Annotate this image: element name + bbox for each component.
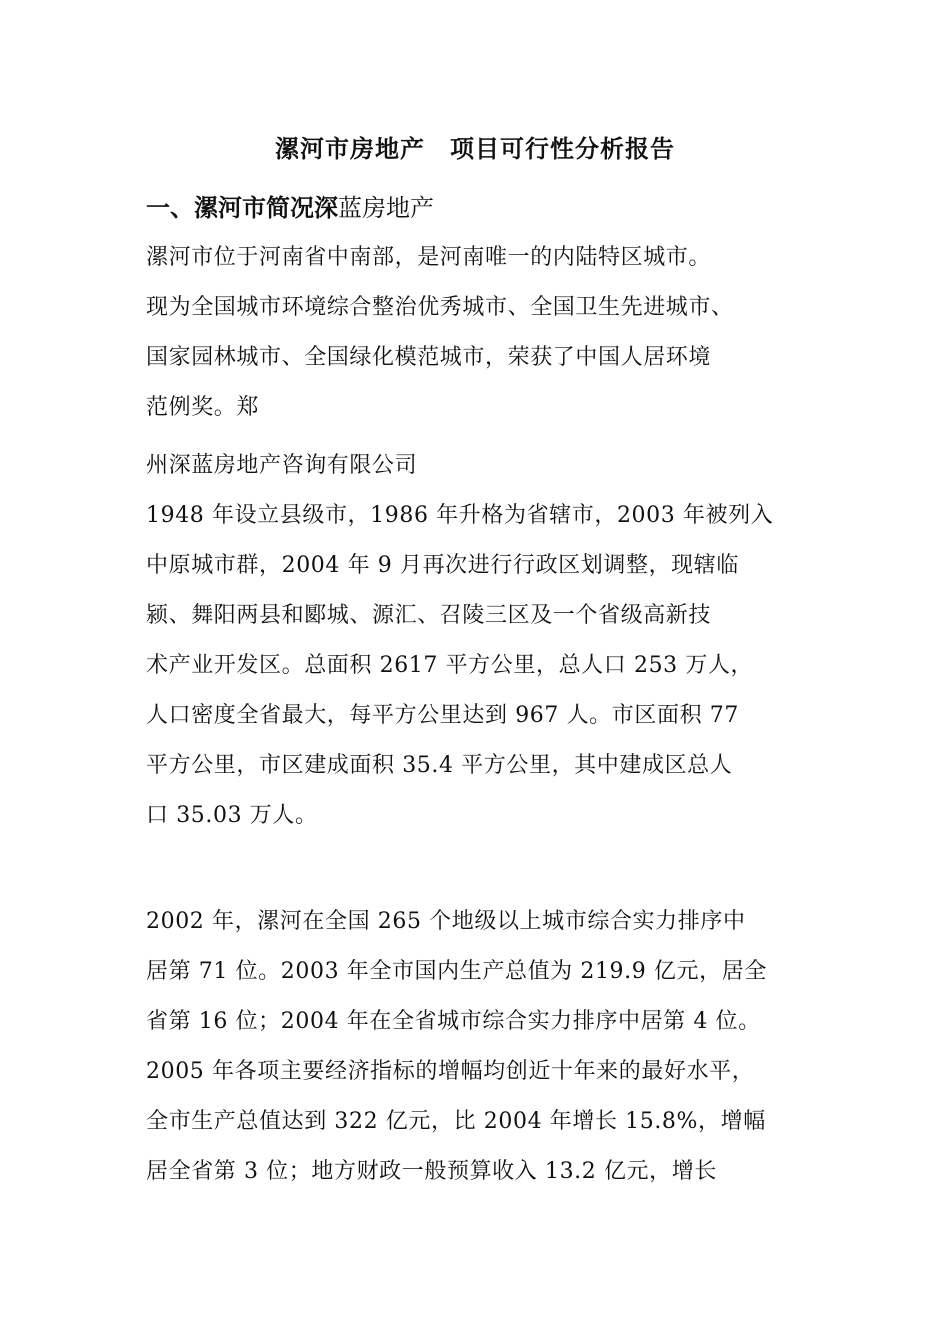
body-line: 现为全国城市环境综合整治优秀城市、全国卫生先进城市、 xyxy=(146,295,734,320)
body-line: 居全省第 3 位；地方财政一般预算收入 13.2 亿元，增长 xyxy=(146,1159,717,1184)
body-line: 全市生产总值达到 322 亿元，比 2004 年增长 15.8%，增幅 xyxy=(146,1109,766,1134)
body-line: 平方公里，市区建成面积 35.4 平方公里，其中建成区总人 xyxy=(146,753,733,778)
body-line: 漯河市位于河南省中南部，是河南唯一的内陆特区城市。 xyxy=(146,245,712,270)
body-line: 中原城市群，2004 年 9 月再次进行行政区划调整，现辖临 xyxy=(146,553,739,578)
body-line: 国家园林城市、全国绿化模范城市，荣获了中国人居环境 xyxy=(146,345,712,370)
body-line: 2005 年各项主要经济指标的增幅均创近十年来的最好水平， xyxy=(146,1059,755,1084)
body-line: 州深蓝房地产咨询有限公司 xyxy=(146,453,418,478)
body-line: 1948 年设立县级市，1986 年升格为省辖市，2003 年被列入 xyxy=(146,503,774,528)
section-heading-plain: 蓝房地产 xyxy=(338,194,434,222)
document-title: 漯河市房地产 项目可行性分析报告 xyxy=(275,135,675,163)
section-heading-bold: 一、漯河市简况深 xyxy=(146,194,338,222)
body-line: 2002 年，漯河在全国 265 个地级以上城市综合实力排序中 xyxy=(146,909,746,934)
body-line: 颍、舞阳两县和郾城、源汇、召陵三区及一个省级高新技 xyxy=(146,603,712,628)
body-line: 口 35.03 万人。 xyxy=(146,803,318,828)
section-heading xyxy=(146,188,434,228)
body-line: 术产业开发区。总面积 2617 平方公里，总人口 253 万人， xyxy=(146,653,754,678)
body-line: 居第 71 位。2003 年全市国内生产总值为 219.9 亿元，居全 xyxy=(146,959,767,984)
body-line: 范例奖。郑 xyxy=(146,395,260,420)
body-line: 人口密度全省最大，每平方公里达到 967 人。市区面积 77 xyxy=(146,703,739,728)
body-line: 省第 16 位；2004 年在全省城市综合实力排序中居第 4 位。 xyxy=(146,1009,761,1034)
